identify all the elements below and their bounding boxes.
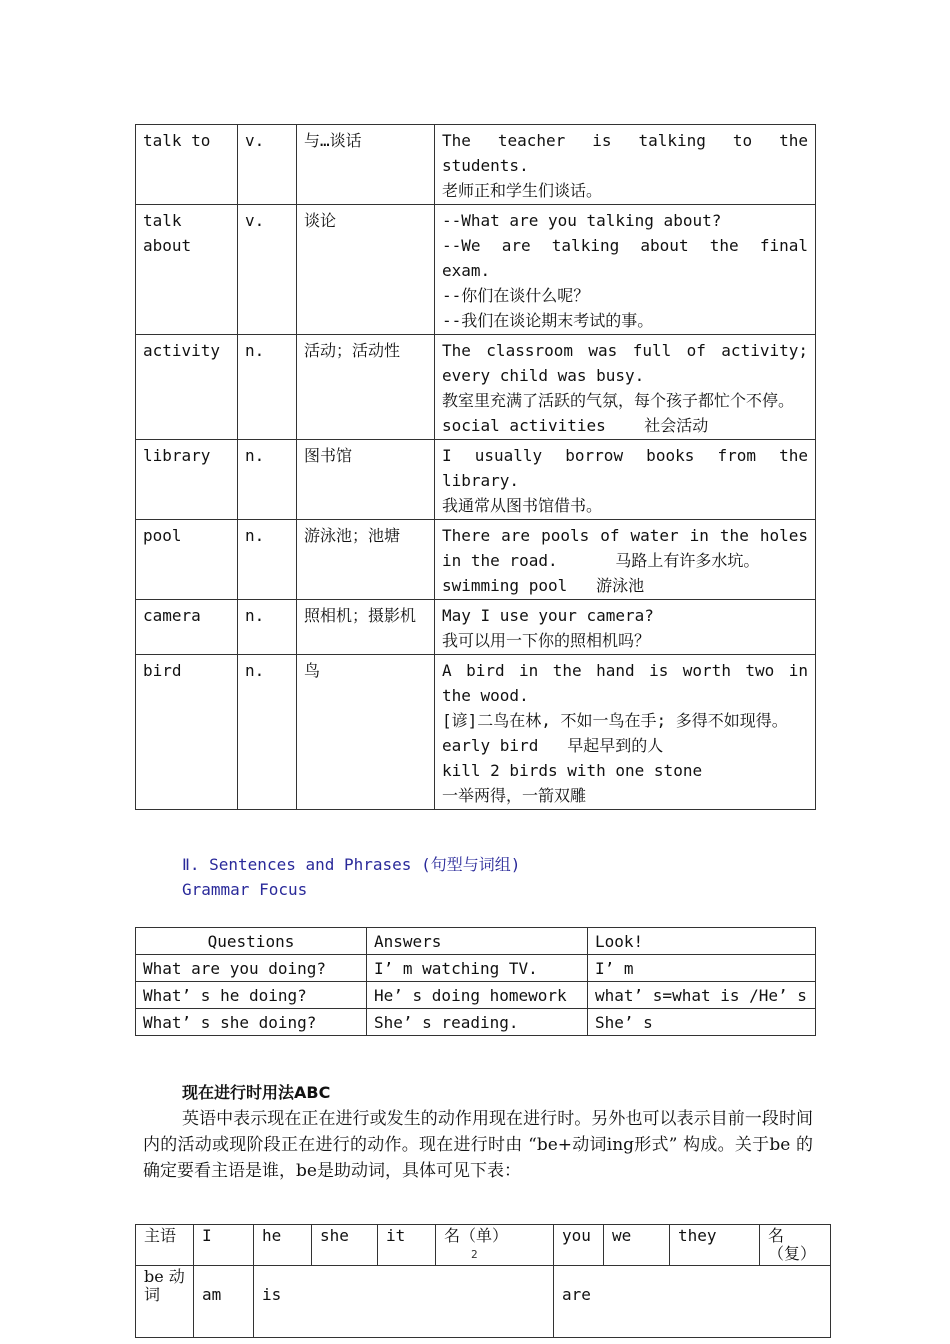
example-cell: [435, 125, 816, 205]
example-line: swimming pool 游泳池: [442, 576, 645, 595]
usage-body: 英语中表示现在正在进行或发生的动作用现在进行时。另外也可以表示目前一段时间内的活动或现阶段正在进行的动作。现在进行时由 “be+动词ing形式” 构成。关于be 的确定要看主语是谁，be是助动词，具体可见下表：: [143, 1109, 813, 1181]
subject-cell: they: [670, 1225, 760, 1266]
table-row: [136, 335, 816, 440]
table-row: [136, 600, 816, 655]
be-row: [136, 1266, 831, 1338]
header-answers: Answers: [367, 928, 588, 955]
question-cell: What are you doing?: [136, 955, 367, 982]
usage-title: 现在进行时用法ABC: [182, 1083, 331, 1102]
question-cell: What’ s he doing?: [136, 982, 367, 1009]
word-cell: talk about: [136, 205, 238, 335]
example-line: I usually borrow books from the library.: [442, 446, 818, 490]
example-line: 我可以用一下你的照相机吗？: [442, 631, 651, 650]
section-title: Ⅱ. Sentences and Phrases (句型与词组): [182, 855, 521, 874]
usage-section: [143, 1080, 813, 1184]
example-line: The classroom was full of activity; every child was busy.: [442, 341, 818, 385]
example-line: The teacher is talking to the students.: [442, 131, 818, 175]
word-cell: library: [136, 440, 238, 520]
page-number: 2: [471, 1248, 478, 1261]
be-cell: am: [194, 1266, 254, 1338]
meaning-cell: 与…谈话: [297, 125, 435, 205]
word-cell: talk to: [136, 125, 238, 205]
subject-cell: it: [378, 1225, 436, 1266]
section-heading: [182, 852, 520, 902]
example-line: --你们在谈什么呢？: [442, 286, 590, 305]
be-cell: is: [254, 1266, 554, 1338]
meaning-cell: 游泳池；池塘: [297, 520, 435, 600]
example-cell: [435, 205, 816, 335]
example-line: kill 2 birds with one stone: [442, 761, 703, 780]
table-row: [136, 1009, 816, 1036]
table-row: [136, 125, 816, 205]
example-line: --What are you talking about?: [442, 211, 722, 230]
example-line: 我通常从图书馆借书。: [442, 496, 603, 515]
example-line: 一举两得，一箭双雕: [442, 786, 587, 805]
answer-cell: She’ s reading.: [367, 1009, 588, 1036]
table-row: [136, 440, 816, 520]
be-cell: are: [554, 1266, 831, 1338]
look-cell: She’ s: [588, 1009, 816, 1036]
table-header-row: [136, 928, 816, 955]
meaning-cell: 照相机；摄影机: [297, 600, 435, 655]
header-look: Look!: [588, 928, 816, 955]
table-row: [136, 205, 816, 335]
section-subtitle: Grammar Focus: [182, 880, 308, 899]
subject-cell: 名（单）: [436, 1225, 554, 1266]
table-row: [136, 982, 816, 1009]
word-cell: activity: [136, 335, 238, 440]
example-line: --We are talking about the final exam.: [442, 236, 818, 280]
example-line: [谚]二鸟在林, 不如一鸟在手; 多得不如现得。: [442, 711, 788, 730]
example-line: There are pools of water in the holes in the road. 马路上有许多水坑。: [442, 526, 818, 570]
pos-cell: n.: [238, 600, 297, 655]
be-verb-table: [135, 1224, 831, 1338]
meaning-cell: 谈论: [297, 205, 435, 335]
subject-cell: we: [604, 1225, 670, 1266]
be-label: be 动词: [136, 1266, 194, 1338]
example-cell: [435, 520, 816, 600]
word-cell: camera: [136, 600, 238, 655]
example-line: 老师正和学生们谈话。: [442, 181, 603, 200]
subject-cell: she: [312, 1225, 378, 1266]
example-line: A bird in the hand is worth two in the wood.: [442, 661, 818, 705]
subject-cell: he: [254, 1225, 312, 1266]
meaning-cell: 活动；活动性: [297, 335, 435, 440]
table-row: [136, 955, 816, 982]
subject-cell: 名（复）: [760, 1225, 831, 1266]
answer-cell: He’ s doing homework: [367, 982, 588, 1009]
look-cell: I’ m: [588, 955, 816, 982]
header-questions: Questions: [136, 928, 367, 955]
table-row: [136, 520, 816, 600]
grammar-focus-table: [135, 927, 816, 1036]
subject-cell: I: [194, 1225, 254, 1266]
subject-cell: you: [554, 1225, 604, 1266]
example-line: social activities 社会活动: [442, 416, 709, 435]
example-line: May I use your camera?: [442, 606, 654, 625]
meaning-cell: 图书馆: [297, 440, 435, 520]
example-cell: [435, 600, 816, 655]
answer-cell: I’ m watching TV.: [367, 955, 588, 982]
look-cell: what’ s=what is /He’ s: [588, 982, 816, 1009]
pos-cell: v.: [238, 125, 297, 205]
example-cell: [435, 440, 816, 520]
example-cell: [435, 655, 816, 810]
subject-row: [136, 1225, 831, 1266]
example-line: 教室里充满了活跃的气氛，每个孩子都忙个不停。: [442, 391, 795, 410]
pos-cell: v.: [238, 205, 297, 335]
example-cell: [435, 335, 816, 440]
example-line: early bird 早起早到的人: [442, 736, 664, 755]
pos-cell: n.: [238, 440, 297, 520]
pos-cell: n.: [238, 335, 297, 440]
pos-cell: n.: [238, 655, 297, 810]
table-row: [136, 655, 816, 810]
question-cell: What’ s she doing?: [136, 1009, 367, 1036]
word-cell: bird: [136, 655, 238, 810]
vocabulary-table: [135, 124, 816, 810]
pos-cell: n.: [238, 520, 297, 600]
word-cell: pool: [136, 520, 238, 600]
meaning-cell: 鸟: [297, 655, 435, 810]
example-line: --我们在谈论期末考试的事。: [442, 311, 654, 330]
subject-label: 主语: [136, 1225, 194, 1266]
